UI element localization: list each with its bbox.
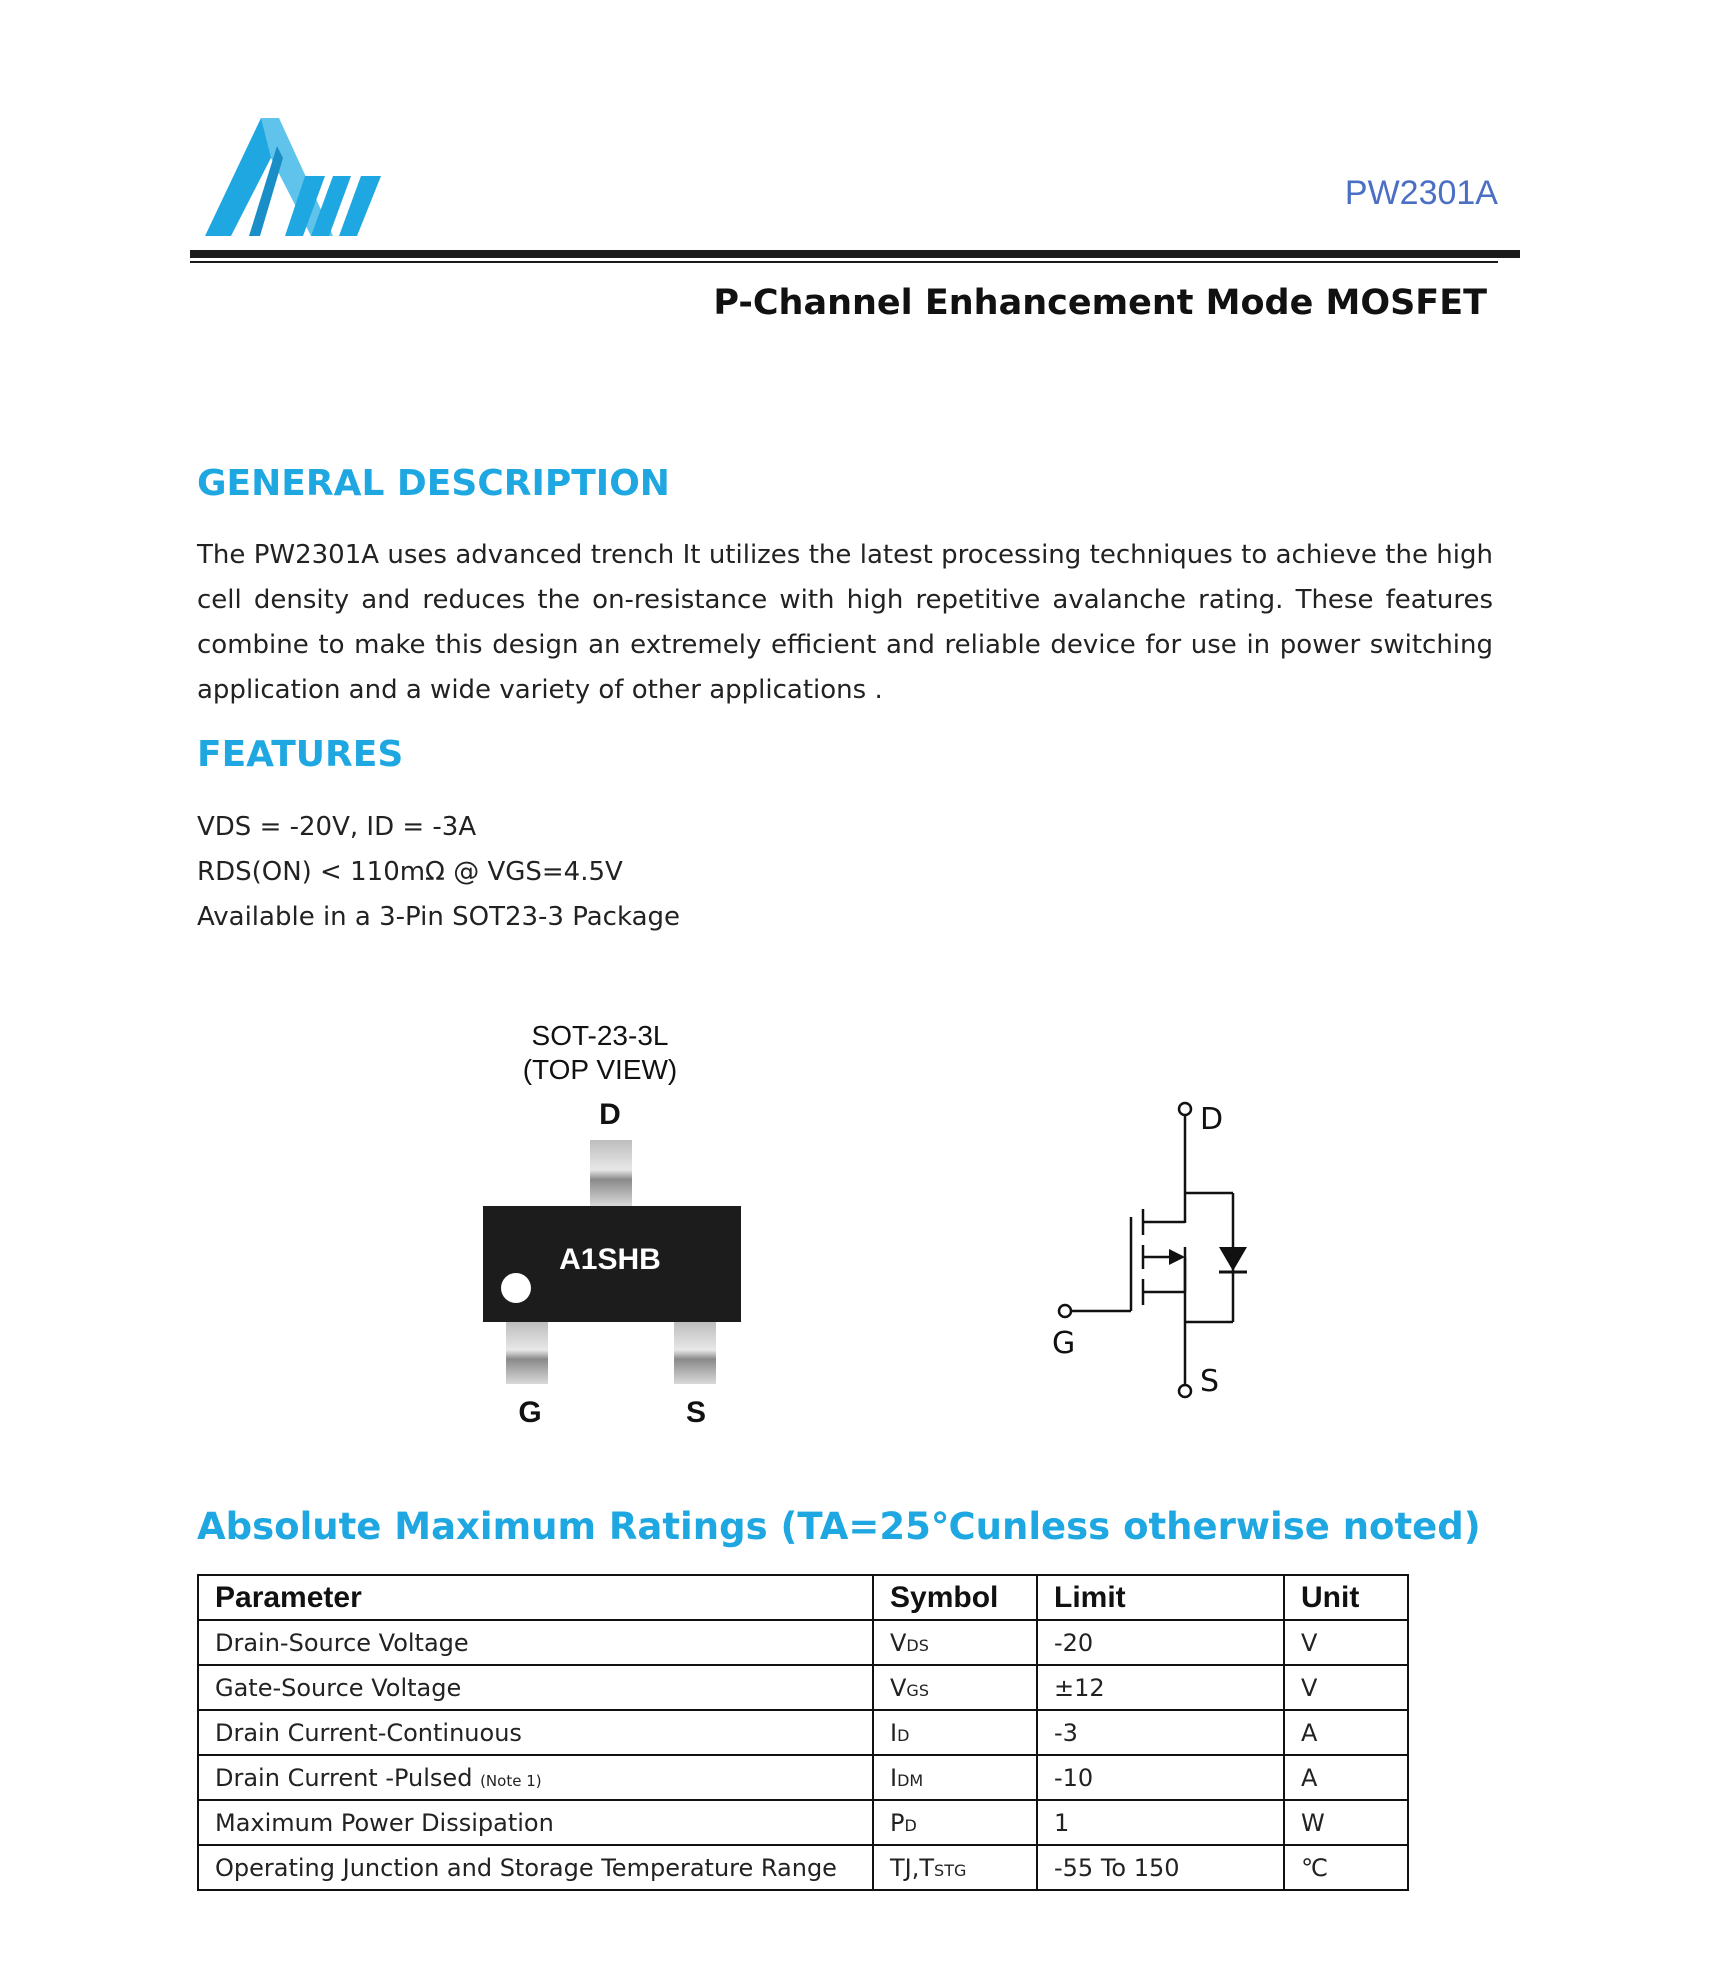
symbol-cell (873, 1620, 1037, 1665)
column-header: Limit (1037, 1575, 1284, 1620)
table-row (198, 1710, 1408, 1755)
schematic-label-gate: G (1052, 1326, 1076, 1361)
feature-item: RDS(ON) < 110mΩ @ VGS=4.5V (197, 857, 623, 887)
symbol-main: V (890, 1628, 907, 1657)
company-logo (205, 118, 390, 240)
document-title: P-Channel Enhancement Mode MOSFET (713, 283, 1487, 323)
pin-label-drain: D (599, 1098, 621, 1131)
parameter-text: Gate-Source Voltage (215, 1673, 462, 1702)
symbol-main: I (890, 1718, 898, 1747)
unit-cell: A (1284, 1755, 1408, 1800)
table-row (198, 1755, 1408, 1800)
unit-cell: A (1284, 1710, 1408, 1755)
limit-cell: -55 To 150 (1037, 1845, 1284, 1890)
table-row (198, 1845, 1408, 1890)
header-rule (190, 250, 1520, 258)
limit-cell: 1 (1037, 1800, 1284, 1845)
unit-cell: W (1284, 1800, 1408, 1845)
part-number: PW2301A (1344, 174, 1498, 212)
package-view: (TOP VIEW) (522, 1054, 678, 1085)
symbol-main: I (890, 1763, 898, 1792)
parameter-cell (198, 1710, 873, 1755)
symbol-sub: D (897, 1725, 910, 1745)
limit-cell: -3 (1037, 1710, 1284, 1755)
pin-label-source: S (685, 1396, 706, 1429)
column-header: Symbol (873, 1575, 1037, 1620)
symbol-sub: GS (906, 1680, 929, 1700)
ratings-heading: Absolute Maximum Ratings (TA=25℃unless otherwise noted) (197, 1505, 1481, 1548)
header-rule-thin (190, 261, 1498, 263)
symbol-sub: DS (906, 1635, 929, 1655)
feature-item: Available in a 3-Pin SOT23-3 Package (197, 902, 681, 932)
limit-cell: -10 (1037, 1755, 1284, 1800)
parameter-text: Drain Current-Continuous (215, 1718, 522, 1747)
unit-cell: ℃ (1284, 1845, 1408, 1890)
column-header: Parameter (198, 1575, 873, 1620)
schematic-label-drain: D (1200, 1102, 1224, 1137)
symbol-cell (873, 1845, 1037, 1890)
p-mosfet-symbol (1045, 1095, 1265, 1405)
parameter-cell (198, 1800, 873, 1845)
pin-label-gate: G (518, 1396, 542, 1429)
limit-cell: -20 (1037, 1620, 1284, 1665)
symbol-main: P (890, 1808, 905, 1837)
parameter-cell (198, 1665, 873, 1710)
symbol-main: TJ,T (890, 1853, 935, 1882)
symbol-cell (873, 1800, 1037, 1845)
table-row (198, 1800, 1408, 1845)
parameter-text: Operating Junction and Storage Temperature Range (215, 1853, 837, 1882)
limit-cell: ±12 (1037, 1665, 1284, 1710)
parameter-text: Maximum Power Dissipation (215, 1808, 554, 1837)
symbol-sub: STG (934, 1860, 967, 1880)
ratings-table (197, 1574, 1409, 1891)
schematic-label-source: S (1200, 1364, 1220, 1399)
symbol-cell (873, 1665, 1037, 1710)
general-description-heading: GENERAL DESCRIPTION (197, 463, 670, 504)
features-heading: FEATURES (197, 734, 404, 775)
symbol-sub: D (904, 1815, 917, 1835)
package-marking: A1SHB (559, 1243, 661, 1276)
table-row (198, 1665, 1408, 1710)
parameter-note: (Note 1) (480, 1771, 542, 1790)
column-header: Unit (1284, 1575, 1408, 1620)
unit-cell: V (1284, 1665, 1408, 1710)
parameter-cell (198, 1845, 873, 1890)
parameter-cell (198, 1620, 873, 1665)
parameter-cell (198, 1755, 873, 1800)
package-name: SOT-23-3L (531, 1020, 669, 1051)
table-row (198, 1620, 1408, 1665)
table-header-row (198, 1575, 1408, 1620)
symbol-sub: DM (897, 1770, 924, 1790)
parameter-text: Drain-Source Voltage (215, 1628, 469, 1657)
unit-cell: V (1284, 1620, 1408, 1665)
general-description-text: The PW2301A uses advanced trench It utilizes the latest processing techniques to achieve the high cell density and reduces the on-resistance with high repetitive avalanche rating. These features combine to make this design an extremely efficient and reliable device for use in power switching application and a wide variety of other applications . (197, 540, 1493, 705)
symbol-main: V (890, 1673, 907, 1702)
symbol-cell (873, 1755, 1037, 1800)
symbol-cell (873, 1710, 1037, 1755)
feature-item: VDS = -20V, ID = -3A (197, 812, 477, 842)
parameter-text: Drain Current -Pulsed (215, 1763, 481, 1792)
